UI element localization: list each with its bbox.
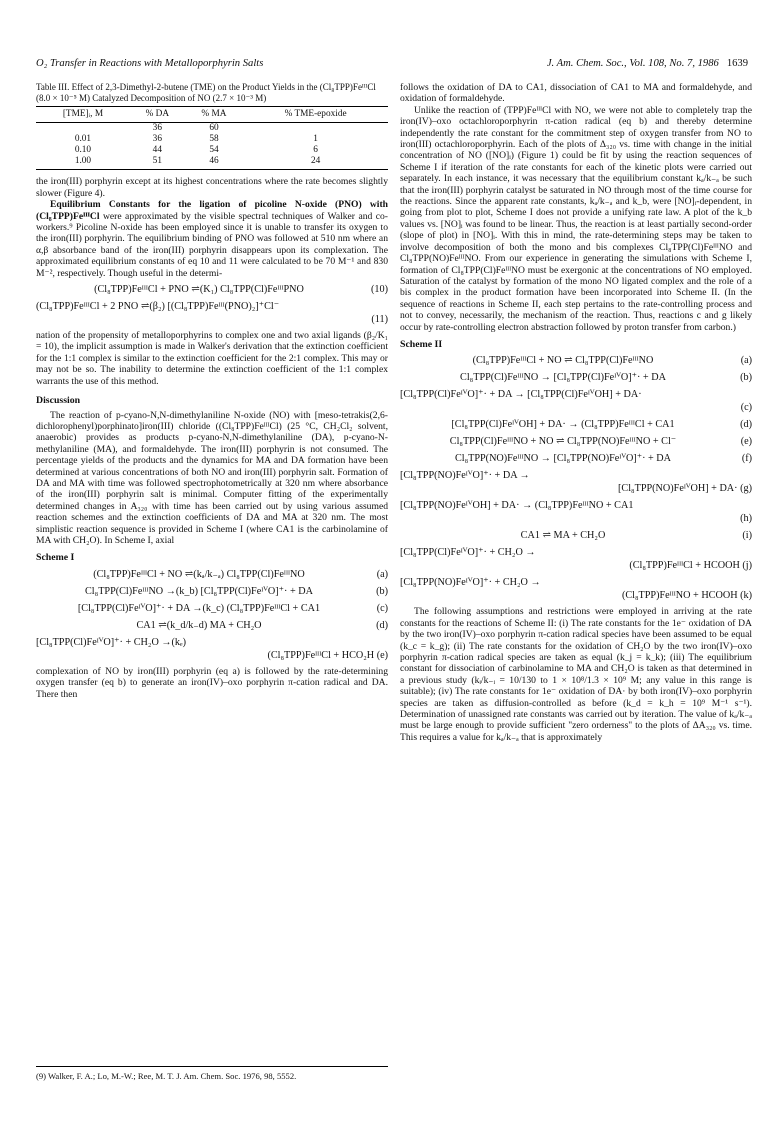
table-cell: 54: [209, 145, 219, 156]
table-cell: 44: [152, 145, 162, 156]
paragraph-body: were approximated by the visible spectral techniques of Walker and co-workers.⁹ Picoline N-oxide has been employed since it is unable to transfer its oxygen to the iron(III) porphyrin. The equilibrium binding of PNO was followed at 510 nm where an α,β absorbance band of the iron(III) porphyrin disappears upon its complexation. The approximated equilibrium constants of eq 10 and 11 were calculated to be 70 M⁻¹ and 830 M⁻², respectively. Though useful in the determi-: [36, 210, 388, 279]
scheme-equation: [400, 469, 752, 495]
paragraph: nation of the propensity of metalloporphyrins to complex one and two axial ligands (β₂/K₁ = 10), the implicit assumption is made in Walker's derivation that the extinction coefficient for the 1:1 complex is similar to the extinction coefficient for the 2:1 complex. This may or may not be so. The inability to determine the extinction coefficient of the 1:1 complex warrants the use of this method.: [36, 330, 388, 387]
equation-text: [Cl₈TPP(NO)FeᴵⱽOH] + DA· → (Cl₈TPP)FeᴵᴵᴵNO + CA1: [400, 500, 634, 512]
page-number: 1639: [726, 58, 748, 69]
equation-continuation: [400, 589, 752, 602]
equation-text: [Cl₈TPP(Cl)FeᴵⱽO]⁺· + DA →(k_c) (Cl₈TPP)FeᴵᴵᴵCl + CA1: [77, 602, 321, 614]
paragraph: The following assumptions and restrictions were employed in arriving at the rate constants for the reactions of Scheme II: (i) The rate constants for the 1e⁻ oxidation of DA by the two iron(IV)–oxo porphyrin π-cation radical species have been assumed to be equal (k_c = k_g); (ii) The rate constants for the oxidation of CH₂O by the two iron(IV)–oxo porphyrin π-cation radical species are taken as equal (k_j = k_k); (iii) The equilibrium constant for dissociation of carbinolamine to MA and CH₂O is taken as that determined in a previous study (kᵢ/k₋ᵢ = 10/130 to 1 × 10⁸/1.3 × 10⁹ M; any value in this range is suitable); (iv) The rate constants for 1e⁻ oxidation of DA· by both iron(IV)–oxo porphyrin species are taken as diffusion-controlled as before (k_d = k_h = 10⁹ M⁻¹ s⁻¹). Determination of unassigned rate constants was carried out by iteration. The value of kₐ/k₋ₐ must be large enough to provide sufficient "zero orderness" to the plots of ΔA₃₂₀ vs. time. This requires a value for kₐ/k₋ₐ that is approximately: [400, 606, 752, 743]
equation-continuation: [400, 401, 752, 414]
scheme-equation: [36, 619, 388, 632]
equation-label: (c): [376, 602, 388, 614]
table-cell: [36, 123, 130, 135]
equation-text: (Cl₈TPP)FeᴵᴵᴵNO + HCOOH: [621, 590, 738, 602]
table-caption: Table III. Effect of 2,3-Dimethyl-2-butene (TME) on the Product Yields in the (Cl₈TPP)FeᴵᴵᴵCl (8.0 × 10⁻⁵ M) Catalyzed Decomposition of NO (2.7 × 10⁻³ M): [36, 82, 376, 103]
scheme-equation: [36, 568, 388, 581]
equation-text: [Cl₈TPP(NO)FeᴵⱽO]⁺· + CH₂O →: [400, 577, 541, 589]
equation-text: [Cl₈TPP(Cl)FeᴵⱽO]⁺· + DA → [Cl₈TPP(Cl)FeᴵⱽOH] + DA·: [400, 389, 642, 401]
equation-text: (Cl₈TPP)FeᴵᴵᴵCl + HCO₂H: [267, 649, 375, 661]
scheme-equation: [400, 499, 752, 525]
scheme-equation: [36, 585, 388, 598]
scheme-equation: [400, 576, 752, 602]
table-row: [36, 123, 388, 135]
table-cell: 0.01: [74, 134, 92, 145]
table-cell: 24: [243, 156, 388, 170]
equation-text: (Cl₈TPP)FeᴵᴵᴵCl + HCOOH: [629, 560, 740, 572]
journal-page: [36, 58, 752, 1108]
scheme-heading: Scheme II: [400, 338, 443, 350]
equation-text: (Cl₈TPP)FeᴵᴵᴵCl + 2 PNO ⇌(β₂) [(Cl₈TPP)Feᴵᴵᴵ(PNO)₂]⁺Cl⁻: [36, 301, 280, 313]
scheme-equation: [400, 529, 752, 542]
equation-text: CA1 ⇌(k_d/k₋d) MA + CH₂O: [136, 619, 262, 631]
journal-citation: J. Am. Chem. Soc., Vol. 108, No. 7, 1986: [546, 58, 719, 69]
equation-text: [Cl₈TPP(NO)FeᴵⱽOH] + DA·: [618, 483, 738, 495]
scheme-equation: [400, 354, 752, 367]
equation-label: (b): [376, 585, 388, 597]
run-in-heading: Equilibrium Constants for the ligation of picoline N-oxide (PNO) with (Cl₈TPP)FeᴵᴵᴵCl: [36, 199, 388, 222]
equation-text: [Cl₈TPP(Cl)FeᴵⱽO]⁺· + CH₂O →(kₑ): [36, 636, 187, 648]
table-iii: [36, 106, 388, 170]
equation-label: (11): [371, 314, 388, 326]
scheme-equation: [400, 435, 752, 448]
table-row: [36, 156, 388, 170]
equation-label: (k): [740, 590, 752, 602]
running-head-title: O₂ Transfer in Reactions with Metalloporphyrin Salts: [36, 58, 264, 69]
scheme-equation: [36, 636, 388, 662]
paragraph: [36, 199, 388, 279]
equation-text: Cl₈TPP(Cl)FeᴵᴵᴵNO →(k_b) [Cl₈TPP(Cl)FeᴵⱽO]⁺· + DA: [85, 585, 313, 597]
footnote-text: (9) Walker, F. A.; Lo, M.-W.; Ree, M. T. J. Am. Chem. Soc. 1976, 98, 5552.: [36, 1071, 297, 1081]
left-column: [36, 82, 388, 700]
table-body: [36, 123, 388, 170]
table-row: [36, 145, 388, 156]
equation-text: [Cl₈TPP(NO)FeᴵⱽO]⁺· + DA →: [400, 470, 530, 482]
table-header-cell: % MA: [185, 107, 243, 123]
equation-11: [36, 300, 388, 326]
section-heading: Discussion: [36, 395, 81, 407]
table-cell: 36: [152, 123, 162, 134]
table-cell: 36: [152, 134, 162, 145]
table-cell: 1: [313, 134, 318, 145]
table-cell: 46: [185, 156, 243, 170]
scheme-equation: [400, 452, 752, 465]
scheme-i: [36, 568, 388, 662]
table-header-cell: [TME]ᵢ, M: [36, 107, 130, 123]
equation-text: (Cl₈TPP)FeᴵᴵᴵCl + PNO ⇌(K₁) Cl₈TPP(Cl)FeᴵᴵᴵPNO: [94, 284, 304, 296]
table-cell: 6: [313, 145, 318, 156]
equation-continuation: [400, 512, 752, 525]
table-cell: 58: [209, 134, 219, 145]
equation-label: (e): [740, 436, 752, 448]
paragraph: the iron(III) porphyrin except at its highest concentrations where the rate becomes slightly slower (Figure 4).: [36, 176, 388, 199]
equation-continuation: [400, 559, 752, 572]
equation-label: (i): [742, 530, 752, 542]
equation-label: (g): [740, 483, 752, 495]
scheme-equation: [400, 371, 752, 384]
equation-label: (a): [740, 355, 752, 367]
table-header-cell: % DA: [130, 107, 185, 123]
running-head-citation: [547, 58, 748, 69]
paragraph: follows the oxidation of DA to CA1, dissociation of CA1 to MA and formaldehyde, and oxidation of formaldehyde.: [400, 82, 752, 105]
equation-continuation: [400, 482, 752, 495]
paragraph: complexation of NO by iron(III) porphyrin (eq a) is followed by the rate-determining oxygen transfer (eq b) to generate an iron(IV)–oxo porphyrin π-cation radical and DA. There then: [36, 665, 388, 700]
scheme-ii: [400, 354, 752, 602]
scheme-heading: Scheme I: [36, 552, 75, 564]
paragraph: The reaction of p-cyano-N,N-dimethylaniline N-oxide (NO) with [meso-tetrakis(2,6-dichlorophenyl)porphinato]iron(III) chloride ((Cl₈TPP)FeᴵᴵᴵCl) (25 °C, CH₂Cl₂ solvent, anaerobic) provides as products p-cyano-N,N-dimethylaniline (DA), p-cyano-N-methylaniline (MA), and formaldehyde. The iron(III) porphyrin is not consumed. The percentage yields of the products and the dynamics for MA and DA formation have been determined at various concentrations of both NO and iron(III) porphyrin salt. Formation of DA and MA with time was followed spectrophotometrically at 320 nm where absorbance of the iron(III) porphyrin salt is minimal. Computer fitting of the experimentally determined changes in A₃₂₀ with time has been carried out by using various assumed reaction schemes and the extinction coefficients of DA and MA at 320 nm. The most simplistic reaction sequence is provided in Scheme I (where CA1 is the carbinolamine of MA with CH₂O). In Scheme I, axial: [36, 409, 388, 546]
table-cell: 1.00: [36, 156, 130, 170]
equation-text: Cl₈TPP(Cl)FeᴵᴵᴵNO → [Cl₈TPP(Cl)FeᴵⱽO]⁺· + DA: [460, 372, 666, 384]
scheme-equation: [36, 602, 388, 615]
running-head: [36, 58, 748, 74]
table-cell: 51: [130, 156, 185, 170]
equation-text: (Cl₈TPP)FeᴵᴵᴵCl + NO ⇌(kₐ/k₋ₐ) Cl₈TPP(Cl)FeᴵᴵᴵNO: [93, 568, 305, 580]
equation-text: [Cl₈TPP(Cl)FeᴵⱽOH] + DA· → (Cl₈TPP)FeᴵᴵᴵCl + CA1: [451, 419, 675, 431]
scheme-equation: [400, 418, 752, 431]
footnote: [36, 1066, 388, 1081]
table-cell: [243, 123, 388, 135]
equation-text: (Cl₈TPP)FeᴵᴵᴵCl + NO ⇌ Cl₈TPP(Cl)FeᴵᴵᴵNO: [472, 355, 654, 367]
table-header-row: [36, 107, 388, 123]
equation-label: (e): [376, 649, 388, 661]
equation-label: (d): [376, 619, 388, 631]
right-column: [400, 82, 752, 743]
scheme-equation: [400, 388, 752, 414]
equation-10: [36, 283, 388, 296]
equation-text: Cl₈TPP(NO)FeᴵᴵᴵNO → [Cl₈TPP(NO)FeᴵⱽO]⁺· + DA: [454, 453, 672, 465]
equation-label: (j): [742, 560, 752, 572]
scheme-equation: [400, 546, 752, 572]
table-header-cell: % TME-epoxide: [243, 107, 388, 123]
equation-continuation: [36, 649, 388, 662]
equation-text: CA1 ⇌ MA + CH₂O: [520, 530, 606, 542]
table-cell: 0.10: [74, 145, 92, 156]
equation-label: (h): [740, 513, 752, 525]
equation-label: (d): [740, 419, 752, 431]
equation-label: (f): [741, 453, 752, 465]
equation-text: [Cl₈TPP(Cl)FeᴵⱽO]⁺· + CH₂O →: [400, 547, 536, 559]
equation-label: (a): [376, 568, 388, 580]
equation-text: Cl₈TPP(Cl)FeᴵᴵᴵNO + NO ⇌ Cl₈TPP(NO)FeᴵᴵᴵNO + Cl⁻: [449, 436, 677, 448]
table-row: [36, 134, 388, 145]
table-cell: 60: [209, 123, 219, 134]
equation-label: (b): [740, 372, 752, 384]
equation-label: (10): [371, 284, 388, 296]
equation-label: (c): [740, 402, 752, 414]
paragraph: Unlike the reaction of (TPP)FeᴵᴵᴵCl with NO, we were not able to completely trap the iron(IV)–oxo octachloroporphyrin π-cation radical (eq b) and thereby determine independently the rate constant for the commitment step of oxygen transfer from NO to iron(III) octachloroporphyrin. Each of the plots of Δ₃₂₀ vs. time with change in the initial concentration of NO ([NO]ᵢ) (Figure 1) could be fit by using the reaction sequences of Scheme I if iteration of the rate constants for each of the kinetic plots were carried out separately. In each instance, it was necessary that the equilibrium constant kₐ/k₋ₐ be such that the iron(III) porphyrin catalyst be saturated in NO through most of the time course for the reactions. Since the apparent rate constants, kₐ/k₋ₐ and k_b, were [NO]ᵢ-dependent, in going from plot to plot, Scheme I does not provide a unifying rate law. A plot of the k_b values vs. [NO]ᵢ was found to be linear. Thus, the reaction is at least partially second-order (slope of plot) in [NO]ᵢ. With this in mind, the rate-determining steps may be taken to involve decomposition of both the mono and bis complexes Cl₈TPP(Cl)FeᴵᴵᴵNO and Cl₈TPP(NO)FeᴵᴵᴵNO. From our experience in generating the simulations with Scheme I, formation of Cl₈TPP(Cl)FeᴵᴵᴵNO must be exergonic at the concentrations of NO employed. Saturation of the catalyst by formation of the mono NO ligated complex and the role of a bis complex in the product formation have been incorporated into Scheme II. (In the sequence of reactions in Scheme II, each step pertains to the rate-controlling process and not to convey, necessarily, the mechanism of the reaction. Thus, reactions c and g likely occur by rate-controlling electron abstraction followed by proton transfer from carbon.): [400, 104, 752, 333]
